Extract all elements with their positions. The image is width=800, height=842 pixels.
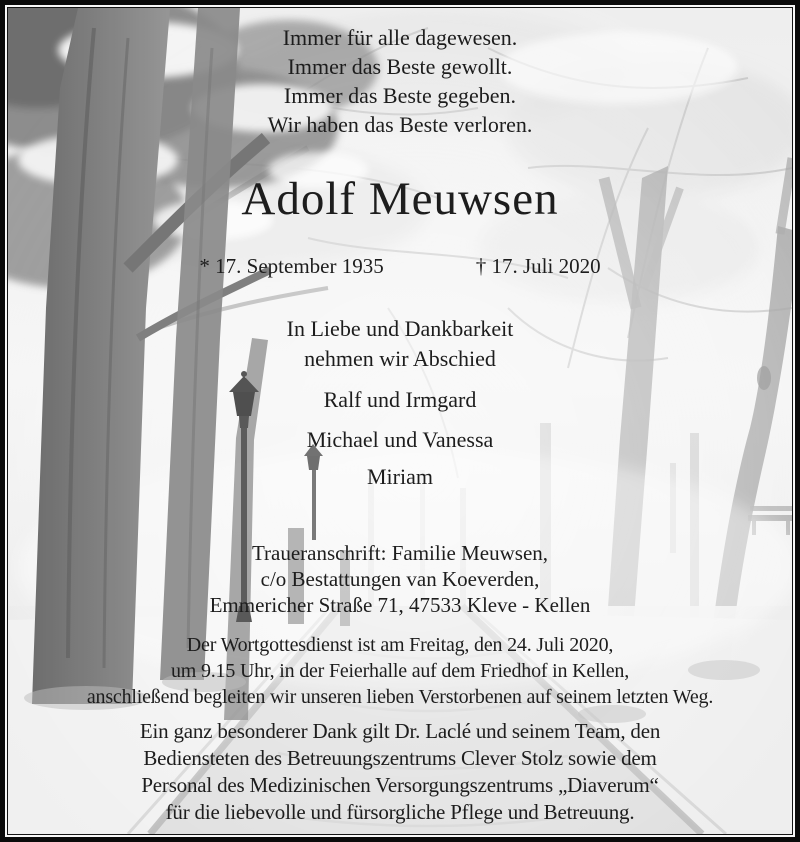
epitaph-verse [8,23,792,139]
birth-date: * 17. September 1935 [199,254,384,278]
frame-inner-ring [7,7,793,835]
epitaph-line: Immer das Beste gewollt. [287,54,513,79]
epitaph-line: Immer das Beste gegeben. [283,83,517,108]
thanks-line: für die liebevolle und fürsorgliche Pflege und Betreuung. [165,800,635,824]
frame-white-ring [5,5,795,837]
epitaph-line: Immer für alle dagewesen. [282,25,518,50]
mourning-address [8,540,792,618]
mourner-names: Miriam [367,464,433,489]
address-line: Traueranschrift: Familie Meuwsen, [251,541,549,565]
address-line: Emmericher Straße 71, 47533 Kleve - Kellen [209,593,591,617]
farewell-lines [8,314,792,374]
farewell-line: nehmen wir Abschied [304,346,496,371]
mourner-names: Michael und Vanessa [306,427,494,452]
service-line: Der Wortgottesdienst ist am Freitag, den 24. Juli 2020, [186,634,614,656]
service-line: um 9.15 Uhr, in der Feierhalle auf dem Friedhof in Kellen, [170,660,630,682]
service-announcement [8,632,792,710]
deceased-name: Adolf Meuwsen [241,173,559,225]
address-line: c/o Bestattungen van Koeverden, [260,567,540,591]
obituary-text [8,8,792,834]
death-date: † 17. Juli 2020 [475,254,601,278]
farewell-line: In Liebe und Dankbarkeit [286,316,514,341]
service-line: anschließend begleiten wir unseren lieben Verstorbenen auf seinem letzten Weg. [86,686,714,708]
life-dates [8,254,792,279]
thanks-paragraph [8,718,792,826]
thanks-line: Ein ganz besonderer Dank gilt Dr. Laclé und seinem Team, den [139,719,661,743]
epitaph-line: Wir haben das Beste verloren. [267,112,533,137]
thanks-line: Bediensteten des Betreuungszentrums Clever Stolz sowie dem [143,746,657,770]
mourner-names: Ralf und Irmgard [323,387,477,412]
thanks-line: Personal des Medizinischen Versorgungszentrums „Diaverum“ [141,773,659,797]
